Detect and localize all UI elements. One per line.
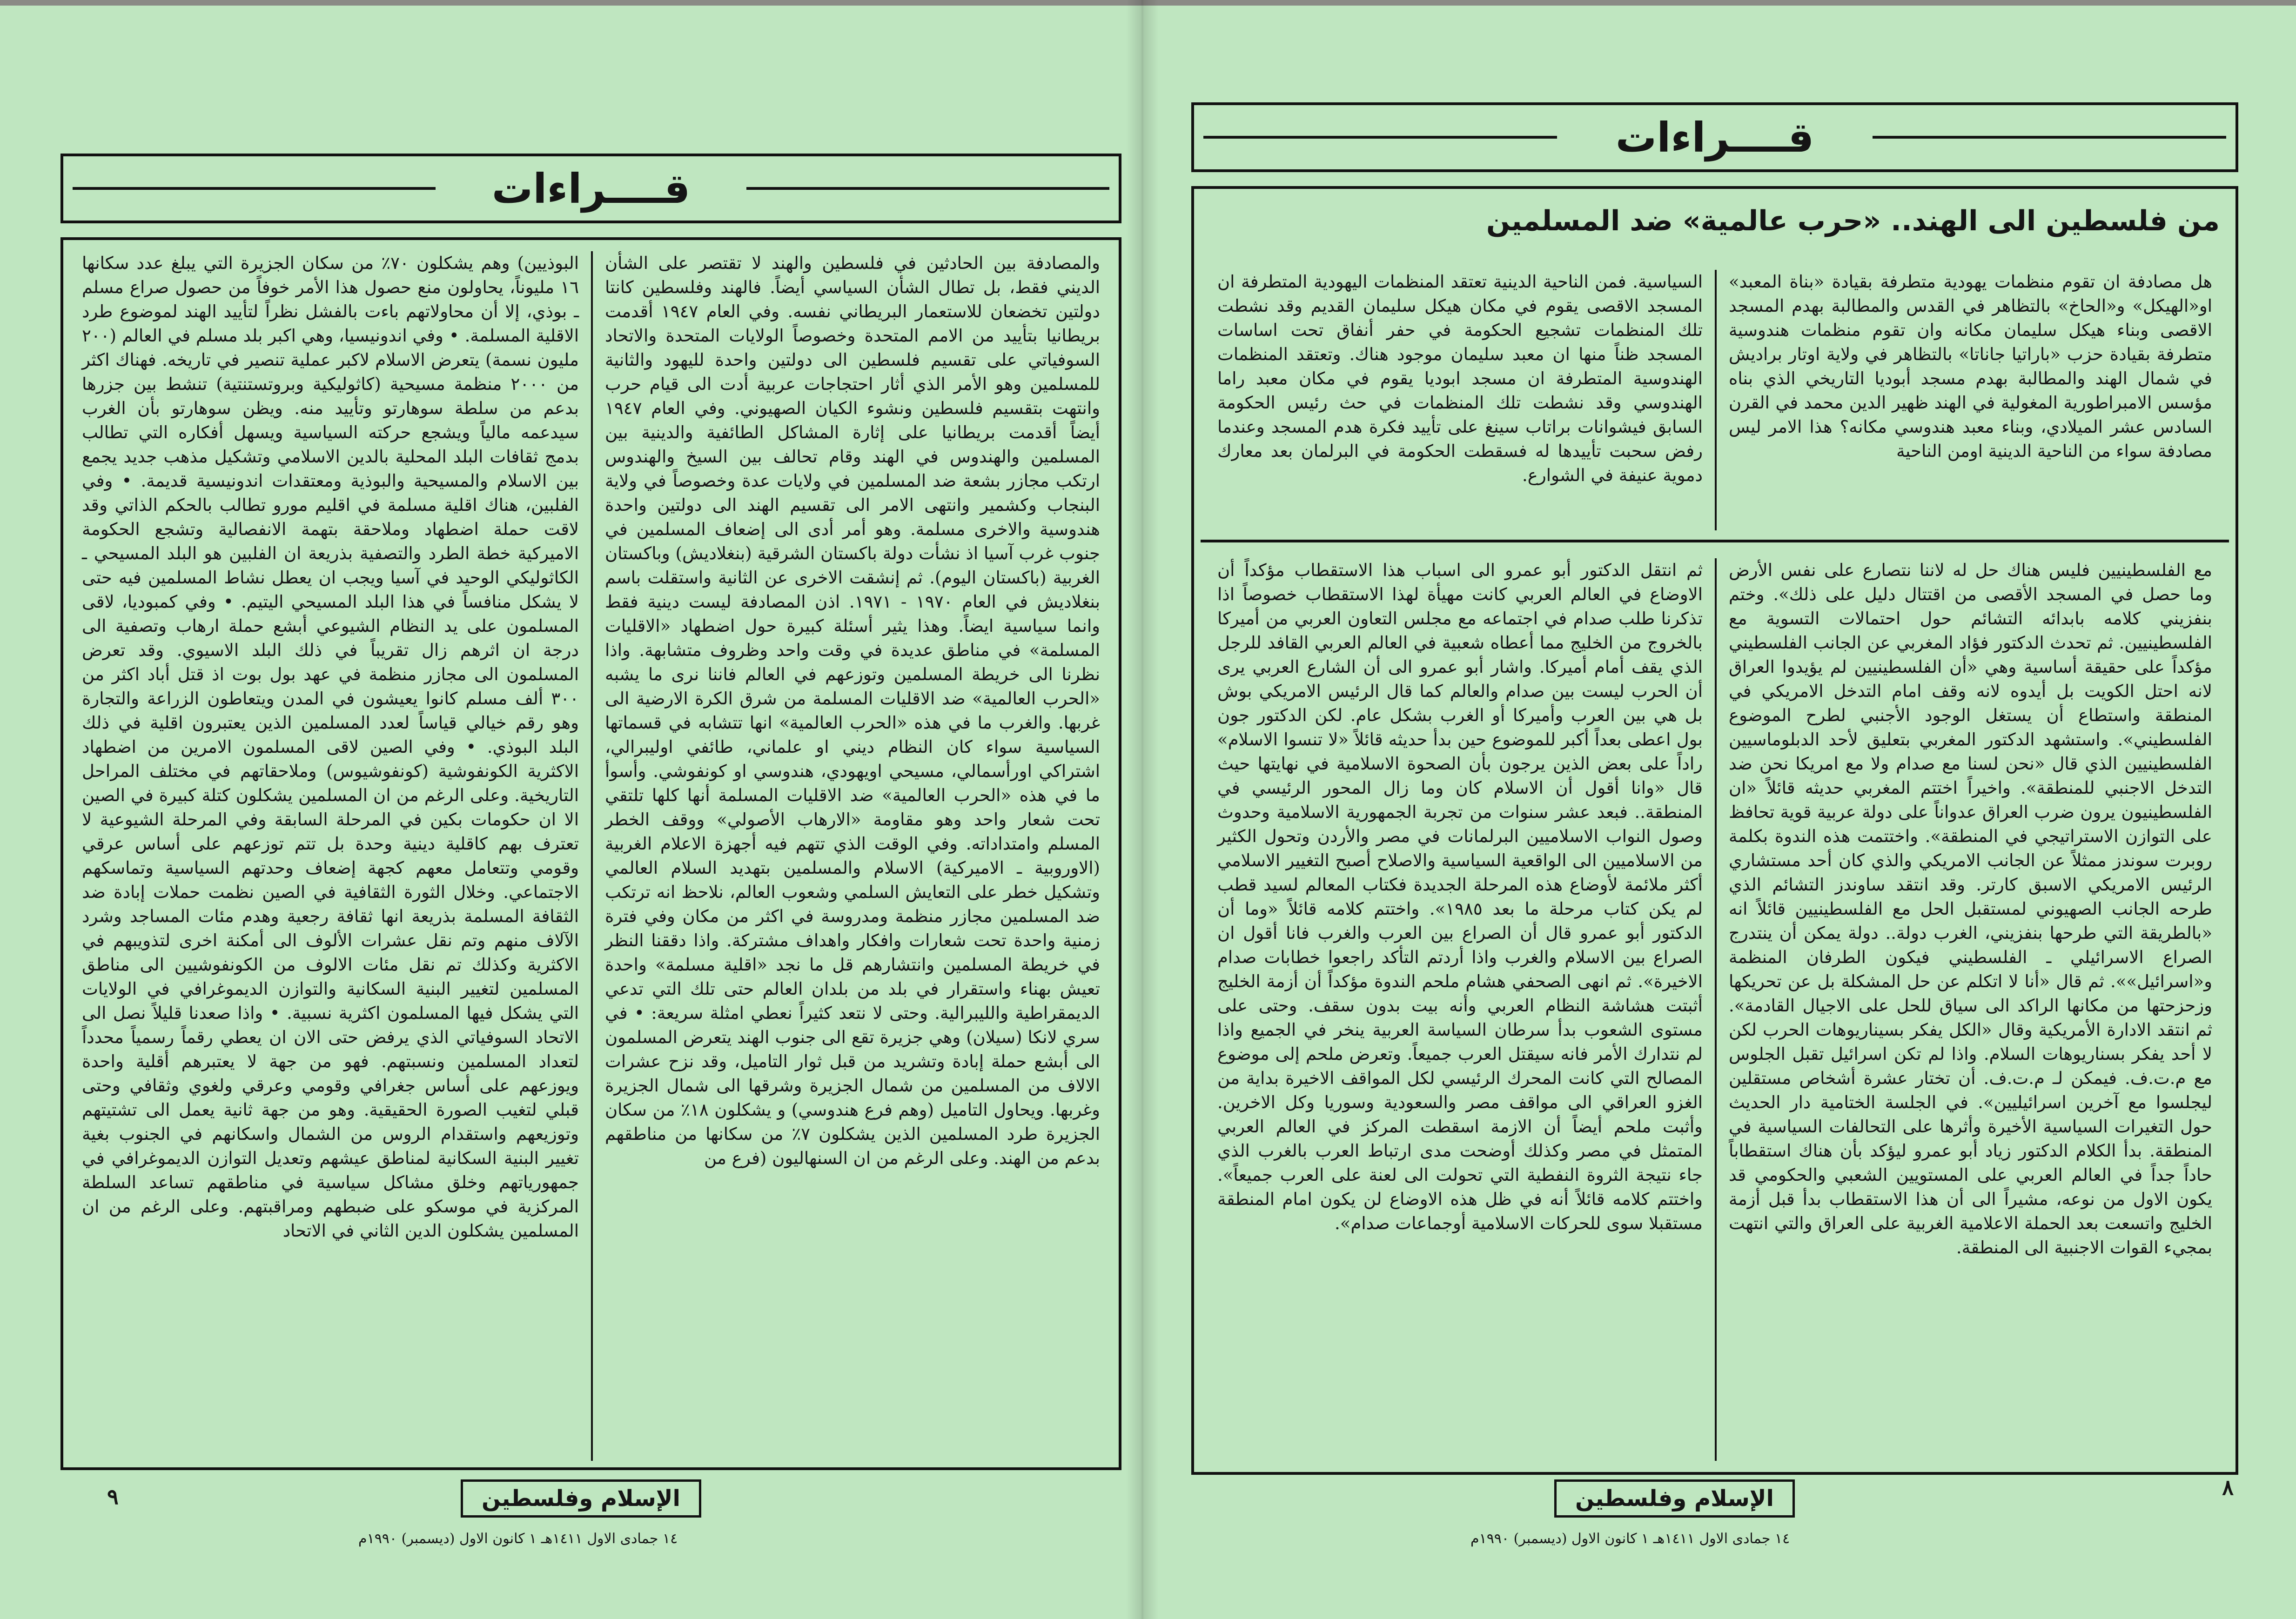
intro-columns xyxy=(1205,270,2224,530)
article-headline: من فلسطين الى الهند.. «حرب عالمية» ضد المسلمين xyxy=(1486,205,2220,237)
article-column-1 xyxy=(591,251,1112,1461)
section-title: قــــراءات xyxy=(1615,113,1814,161)
footer-date: ١٤ جمادى الاول ١٤١١هـ ١ كانون الاول (ديسمبر) ١٩٩٠م xyxy=(358,1531,678,1547)
body-column-2 xyxy=(1205,558,1715,1461)
page-number: ٨ xyxy=(2222,1475,2234,1500)
page-number: ٩ xyxy=(107,1484,119,1509)
section-title: قــــراءات xyxy=(491,164,691,213)
footer-logo: الإسلام وفلسطين xyxy=(461,1479,701,1518)
article-column-2 xyxy=(70,251,591,1461)
left-page xyxy=(60,19,1121,1600)
intro-column-2 xyxy=(1205,270,1715,530)
column-text: ثم انتقل الدكتور أبو عمرو الى اسباب هذا الاستقطاب مؤكداً أن الاوضاع في العالم العربي كانت مهيأة لهذا الاستقطاب خصوصاً اذا تذكرنا طلب صدام في اجتماعه مع مجلس التعاون العربي من أميركا بالخروج من الخليج مما أعطاه شعبية في العالم العربي القافد للرجل الذي يقف أمام أميركا. واشار أبو عمرو الى أن الشارع العربي يرى أن الحرب ليست بين صدام والعالم كما قال الرئيس الامريكي بوش بل هي بين العرب وأميركا أو الغرب بشكل عام. لكن الدكتور جون بول اعطى بعداً أكبر للموضوع حين بدأ حديثه قائلاً «لا تنسوا الاسلام» راداً على بعض الذين يرجون بأن الصحوة الاسلامية في نهايتها حيث قال «وانا أقول أن الاسلام كان وما زال المحور الرئيسي في المنطقة.. فبعد عشر سنوات من تجربة الجمهورية الاسلامية وحدوث وصول النواب الاسلاميين البرلمانات في مصر والأردن وتحول الكثير من الاسلاميين الى الواقعية السياسية والاصلاح أصبح التغيير الاسلامي أكثر ملائمة لأوضاع هذه المرحلة الجديدة فكتاب المعالم لسيد قطب لم يكن كتاب مرحلة ما بعد ١٩٨٥». واختتم كلامه قائلاً «وما أن الدكتور أبو عمرو قال أن الصراع بين العرب والغرب فانا أقول ان الصراع بين الاسلام والغرب واذا أردتم التأكد راجعوا خطابات صدام الاخيرة». ثم انهى الصحفي هشام ملحم الندوة مؤكداً أن أزمة الخليج أثبتت هشاشة النظام العربي وأنه بيت بدون سقف. وحتى على مستوى الشعوب بدأ سرطان السياسة العربية ينخر في الجميع واذا لم نتدارك الأمر فانه سيقتل العرب جميعاً. وتعرض ملحم إلى موضوع المصالح التي كانت المحرك الرئيسي لكل المواقف الاخيرة بداية من الغزو العراقي الى مواقف مصر والسعودية وسوريا وكل الاخرين. وأثبت ملحم أيضاً أن الازمة اسقطت المركز في العالم العربي المتمثل في مصر وكذلك أوضحت مدى ارتباط العرب بالغرب الذي جاء نتيجة الثروة النفطية التي تحولت الى لعنة على العرب جميعاً». واختتم كلامه قائلاً أنه في ظل هذه الاوضاع لن يكون امام المنطقة مستقبلا سوى للحركات الاسلامية أوجماعات صدام». xyxy=(1217,560,1703,1233)
intro-text: السياسية. فمن الناحية الدينية تعتقد المنظمات اليهودية المتطرفة ان المسجد الاقصى يقوم في مكان هيكل سليمان القديم وقد نشطت تلك المنظمات تشجيع الحكومة في حفر أنفاق تحت اساسات المسجد ظناً منها ان معبد سليمان موجود هناك. وتعتقد المنظمات الهندوسية المتطرفة ان مسجد ابوديا يقوم في مكان معبد راما الهندوسي وقد نشطت تلك المنظمات في حث رئيس الحكومة السابق فيشوانات براتاب سينغ على تأييد فكرة هدم المسجد وعندما رفض سحبت تأييدها له فسقطت الحكومة في البرلمان بعد معارك دموية عنيفة في الشوارع. xyxy=(1217,272,1703,485)
banner-rule-right xyxy=(746,187,1109,190)
page-footer xyxy=(461,1479,701,1518)
right-page xyxy=(1191,19,2238,1600)
article-columns xyxy=(70,251,1112,1461)
banner-rule-left xyxy=(1203,136,1557,139)
banner-rule-right xyxy=(1873,136,2226,139)
body-column-1 xyxy=(1715,558,2224,1461)
column-text: البوذيين) وهم يشكلون ٧٠٪ من سكان الجزيرة التي يبلغ عدد سكانها ١٦ مليوناً، يحاولون منع حصول هذا الأمر خوفاً من حصول صراع مسلم ـ بوذي، إلا أن محاولاتهم باءت بالفشل نظراً لتأييد الهند لموضوع طرد الاقلية المسلمة. • وفي اندونيسيا، وهي اكبر بلد مسلم في العالم (٢٠٠ مليون نسمة) يتعرض الاسلام لاكبر عملية تنصير في تاريخه. فهناك اكثر من ٢٠٠٠ منظمة مسيحية (كاثوليكية وبروتستنتية) تنشط بين جزرها بدعم من سلطة سوهارتو وتأييد منه. ويظن سوهارتو بأن الغرب سيدعمه مالياً ويشجع حركته السياسية ويسهل أفكاره التي تطالب بدمج ثقافات البلد المحلية بالدين الاسلامي وتشكيل مذهب جديد يجمع بين الاسلام والمسيحية والبوذية ومعتقدات اندونيسية قديمة. • وفي الفلبين، هناك اقلية مسلمة في اقليم مورو تطالب بالحكم الذاتي وقد لاقت حملة اضطهاد وملاحقة بتهمة الانفصالية وتشجع الحكومة الاميركية خطة الطرد والتصفية بذريعة ان الفلبين هو البلد المسيحي ـ الكاثوليكي الوحيد في آسيا ويجب ان يعطل نشاط المسلمين فيه حتى لا يشكل منافساً في هذا البلد المسيحي اليتيم. • وفي كمبوديا، لاقى المسلمون على يد النظام الشيوعي أبشع حملة ارهاب وتصفية الى درجة ان اثرهم زال تقريباً في ذلك البلد الاسيوي. وقد تعرض المسلمون الى مجازر منظمة في عهد بول بوت اذ قتل أباد اكثر من ٣٠٠ ألف مسلم كانوا يعيشون في المدن ويتعاطون الزراعة والتجارة وهو رقم خيالي قياساً لعدد المسلمين الذين يعتبرون اقلية في ذلك البلد البوذي. • وفي الصين لاقى المسلمون الامرين من اضطهاد الاكثرية الكونفوشية (كونفوشيوس) وملاحقاتهم في مختلف المراحل التاريخية. وعلى الرغم من ان المسلمين يشكلون كتلة كبيرة في الصين الا ان حكومات بكين في المرحلة السابقة وفي المرحلة الشيوعية لا تعترف بهم كاقلية دينية وحدة بل تتم توزعهم على أساس عرقي وقومي وتتعامل معهم كجهة إضعاف وحدتهم السياسية وتماسكهم الاجتماعي. وخلال الثورة الثقافية في الصين نظمت حملات إبادة ضد الثقافة المسلمة بذريعة انها ثقافة رجعية وهدم مئات المساجد وشرد الآلاف منهم وتم نقل عشرات الألوف الى أمكنة اخرى لتذويبهم في الاكثرية وكذلك تم نقل مئات الالوف من الكونفوشيين الى مناطق المسلمين لتغيير البنية السكانية والتوازن الديموغرافي في الولايات التي يشكل فيها المسلمون اكثرية نسبية. • واذا صعدنا قليلاً نصل الى الاتحاد السوفياتي الذي يرفض حتى الان ان يعطي رقماً رسمياً محدداً لتعداد المسلمين ونسبتهم. فهو من جهة لا يعتبرهم أقلية واحدة ويوزعهم على أساس جغرافي وقومي وعرقي ولغوي وثقافي وحتى قبلي لتغيب الصورة الحقيقية. وهو من جهة ثانية يعمل الى تشتيتهم وتوزيعهم واستقدام الروس من الشمال واسكانهم في الجنوب بغية تغيير البنية السكانية لمناطق عيشهم وتعديل التوازن الديموغرافي في جمهورياتهم وخلق مشاكل سياسية في مناطقهم تساعد السلطة المركزية في موسكو على ضبطهم ومراقبتهم. وعلى الرغم من ان المسلمين يشكلون الدين الثاني في الاتحاد xyxy=(82,253,579,1241)
body-columns xyxy=(1205,558,2224,1461)
footer-logo: الإسلام وفلسطين xyxy=(1554,1479,1795,1518)
section-banner xyxy=(60,154,1121,223)
column-text: والمصادفة بين الحادثين في فلسطين والهند لا تقتصر على الشأن الديني فقط، بل تطال الشأن السياسي أيضاً. فالهند وفلسطين كانتا دولتين تخضعان للاستعمار البريطاني نفسه. وفي العام ١٩٤٧ أقدمت بريطانيا بتأييد من الامم المتحدة وخصوصاً الولايات المتحدة والاتحاد السوفياتي على تقسيم فلسطين الى دولتين واحدة لليهود والثانية للمسلمين وهو الأمر الذي أثار احتجاجات عربية أدت الى قيام حرب وانتهت بتقسيم فلسطين ونشوء الكيان الصهيوني. وفي العام ١٩٤٧ أيضاً أقدمت بريطانيا على إثارة المشاكل الطائفية والدينية بين المسلمين والهندوس في الهند وقام تحالف بين السيخ والهندوس ارتكب مجازر بشعة ضد المسلمين في ولايات عدة وخصوصاً في ولاية البنجاب وكشمير وانتهى الامر الى تقسيم الهند الى دولتين واحدة هندوسية والاخرى مسلمة. وهو أمر أدى الى إضعاف المسلمين في جنوب غرب آسيا اذ نشأت دولة باكستان الشرقية (بنغلاديش) وباكستان الغربية (باكستان اليوم). ثم إنشقت الاخرى عن الثانية واستقلت باسم بنغلاديش في العام ١٩٧٠ - ١٩٧١. اذن المصادفة ليست دينية فقط وانما سياسية ايضاً. وهذا يثير أسئلة كبيرة حول اضطهاد «الاقليات المسلمة» في مناطق عديدة في وقت واحد وظروف متشابهة. واذا نظرنا الى خريطة المسلمين وتوزعهم في العالم فاننا نرى ما يشبه «الحرب العالمية» ضد الاقليات المسلمة من شرق الكرة الارضية الى غربها. والغرب ما في هذه «الحرب العالمية» انها تتشابه في قسماتها السياسية سواء كان النظام ديني او علماني، طائفي اوليبرالي، اشتراكي اورأسمالي، مسيحي اويهودي، هندوسي او كونفوشي. وأسوأ ما في هذه «الحرب العالمية» ضد الاقليات المسلمة أنها كلها تلتقي تحت شعار واحد وهو مقاومة «الارهاب الأصولي» ووقف الخطر المسلم وامتداداته. وفي الوقت الذي تتهم فيه أجهزة الاعلام الغربية (الاوروبية ـ الاميركية) الاسلام والمسلمين بتهديد السلام العالمي وتشكيل خطر على التعايش السلمي وشعوب العالم، نلاحظ انه ترتكب ضد المسلمين مجازر منظمة ومدروسة في اكثر من مكان وفي فترة زمنية واحدة تحت شعارات وافكار واهداف مشتركة. واذا دققنا النظر في خريطة المسلمين وانتشارهم قل ما نجد «اقلية مسلمة» واحدة تعيش بهناء واستقرار في بلد من بلدان العالم حتى تلك التي تدعي الديمقراطية والليبرالية. وحتى لا نتعد كثيراً نعطي امثلة سريعة: • في سري لانكا (سيلان) وهي جزيرة تقع الى جنوب الهند يتعرض المسلمون الى أبشع حملة إبادة وتشريد من قبل ثوار التاميل، وقد نزح عشرات الالاف من المسلمين من شمال الجزيرة وشرقها الى شمال الجزيرة وغربها. ويحاول التاميل (وهم فرع هندوسي) و يشكلون ١٨٪ من سكان الجزيرة طرد المسلمين الذين يشكلون ٧٪ من سكانها من مناطقهم بدعم من الهند. وعلى الرغم من ان السنهاليون (فرع من xyxy=(605,253,1101,1168)
section-divider xyxy=(1201,540,2229,542)
binding-gutter xyxy=(1126,0,1159,1619)
page-footer xyxy=(1554,1479,1795,1518)
footer-date: ١٤ جمادى الاول ١٤١١هـ ١ كانون الاول (ديسمبر) ١٩٩٠م xyxy=(1470,1531,1790,1547)
banner-rule-left xyxy=(73,187,436,190)
column-text: مع الفلسطينيين فليس هناك حل له لاننا نتصارع على نفس الأرض وما حصل في المسجد الأقصى من اقتتال دليل على ذلك». وختم بنفزيني كلامه بابدائه التشائم حول احتمالات التسوية مع الفلسطينيين. ثم تحدث الدكتور فؤاد المغربي عن الجانب الفلسطيني مؤكداً على حقيقة أساسية وهي «أن الفلسطينيين لم يؤيدوا العراق لانه احتل الكويت بل أيدوه لانه وقف امام التدخل الامريكي في المنطقة واستطاع أن يستغل الوجود الأجنبي لطرح الموضوع الفلسطيني». واستشهد الدكتور المغربي بتعليق لأحد الدبلوماسيين الفلسطينيين الذي قال «نحن لسنا مع صدام ولا مع امريكا نحن ضد التدخل الاجنبي للمنطقة». واخيراً اختتم المغربي حديثه قائلاً «ان الفلسطينيون يرون ضرب العراق عدواناً على دولة عربية قوية تحافظ على التوازن الاستراتيجي في المنطقة». واختتمت هذه الندوة بكلمة روبرت سوندز ممثلاً عن الجانب الامريكي والذي كان أحد مستشاري الرئيس الامريكي الاسبق كارتر. وقد انتقد ساوندز التشائم الذي طرحه الجانب الصهيوني لمستقبل الحل مع الفلسطينيين قائلاً انه «بالطريقة التي طرحها بنفزيني، الغرب دولة.. دولة يمكن أن ينتدرج الصراع الاسرائيلي ـ الفلسطيني فيكون الطرفان المنظمة و«اسرائيل»». ثم قال «أنا لا اتكلم عن حل المشكلة بل عن تحريكها وزحزحتها من مكانها الراكد الى سياق للحل على الاجيال القادمة». ثم انتقد الادارة الأمريكية وقال «الكل يفكر بسيناريوهات الحرب لكن لا أحد يفكر بسناريوهات السلام. واذا لم تكن اسرائيل تقبل الجلوس مع م.ت.ف. فيمكن لـ م.ت.ف. أن تختار عشرة أشخاص مستقلين ليجلسوا مع آخرين اسرائيليين». في الجلسة الختامية دار الحديث حول التغيرات السياسية الأخيرة وأثرها على التحالفات السياسية في المنطقة. بدأ الكلام الدكتور زياد أبو عمرو ليؤكد بأن هناك استقطاباً حاداً جداً في العالم العربي على المستويين الشعبي والحكومي قد يكون الاول من نوعه، مشيراً الى أن هذا الاستقطاب بدأ قبل أزمة الخليج واتسعت بعد الحملة الاعلامية الغربية على العراق والتي انتهت بمجيء القوات الاجنبية الى المنطقة. xyxy=(1729,560,2212,1258)
intro-column-1 xyxy=(1715,270,2224,530)
intro-text: هل مصادفة ان تقوم منظمات يهودية متطرفة بقيادة «بناة المعبد» او«الهيكل» و«الحاخ» بالتظاهر في القدس والمطالبة بهدم المسجد الاقصى وبناء هيكل سليمان مكانه وان تقوم منظمات هندوسية متطرفة بقيادة حزب «باراتيا جاناتا» بالتظاهر في ولاية اوتار براديش في شمال الهند والمطالبة بهدم مسجد أبوديا التاريخي الذي بناه مؤسس الامبراطورية المغولية في الهند ظهير الدين محمد في القرن السادس عشر الميلادي، وبناء معبد هندوسي مكانه؟ هذا الامر ليس مصادفة سواء من الناحية الدينية اومن الناحية xyxy=(1729,272,2212,461)
section-banner xyxy=(1191,102,2238,172)
